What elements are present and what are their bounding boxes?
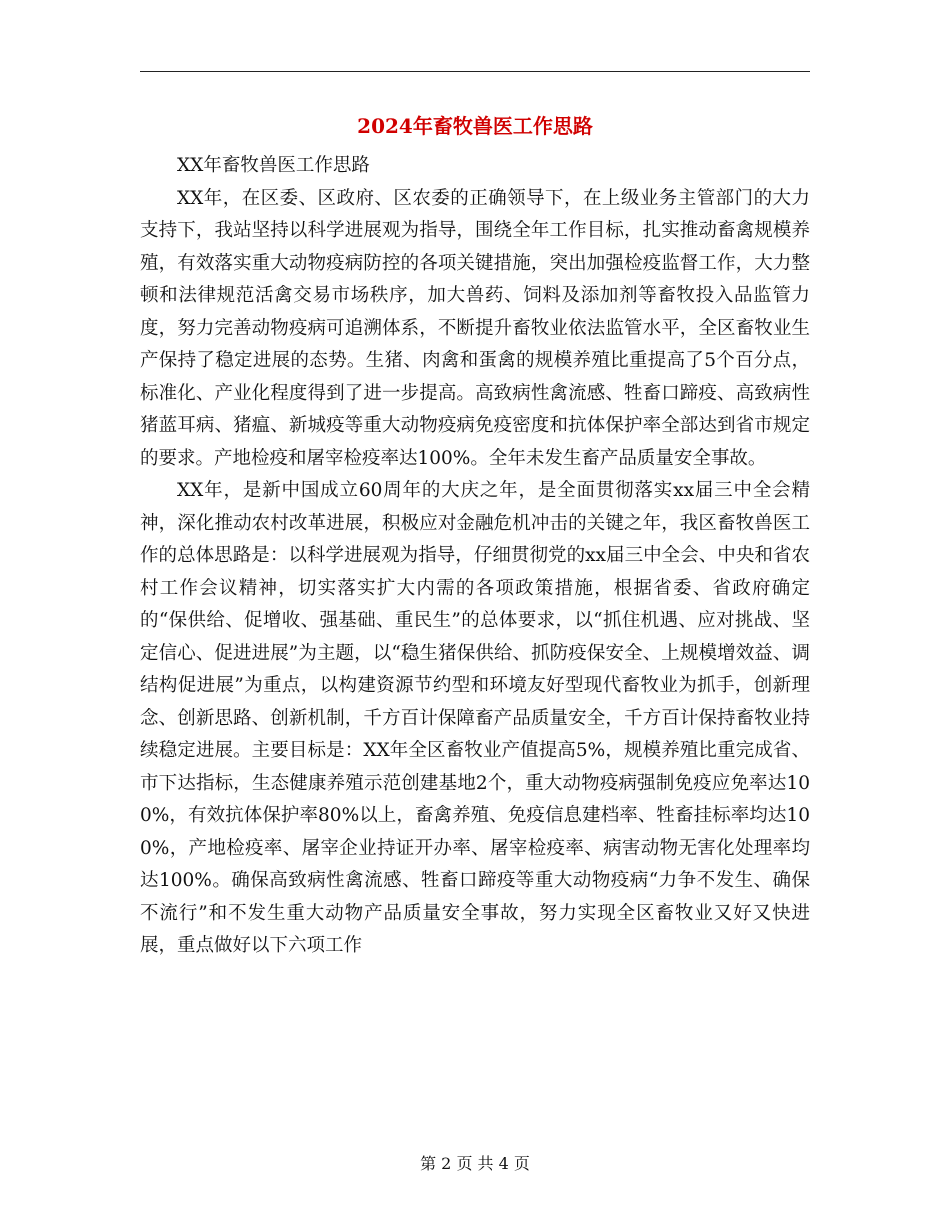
subtitle-paragraph: XX年畜牧兽医工作思路 bbox=[177, 155, 370, 176]
body-paragraph-plan: XX年，是新中国成立60周年的大庆之年，是全面贯彻落实xx届三中全会精神，深化推动农村改革进展，积极应对金融危机冲击的关键之年，我区畜牧兽医工作的总体思路是：以科学进展观为指导，仔细贯彻党的xx届三中全会、中央和省农村工作会议精神，切实落实扩大内需的各项政策措施，根据省委、省政府确定的“保供给、促增收、强基础、重民生”的总体要求，以“抓住机遇、应对挑战、坚定信心、促进进展”为主题，以“稳生猪保供给、抓防疫保安全、上规模增效益、调结构促进展”为重点，以构建资源节约型和环境友好型现代畜牧业为抓手，创新理念、创新思路、创新机制，千方百计保障畜产品质量安全，千方百计保持畜牧业持续稳定进展。主要目标是：XX年全区畜牧业产值提高5%，规模养殖比重完成省、市下达指标，生态健康养殖示范创建基地2个，重大动物疫病强制免疫应免率达100%，有效抗体保护率80%以上，畜禽养殖、免疫信息建档率、牲畜挂标率均达100%，产地检疫率、屠宰企业持证开办率、屠宰检疫率、病害动物无害化处理率均达100%。确保高致病性禽流感、牲畜口蹄疫等重大动物疫病“力争不发生、确保不流行”和不发生重大动物产品质量安全事故，努力实现全区畜牧业又好又快进展，重点做好以下六项工作 bbox=[140, 480, 810, 956]
document-title: 2024年畜牧兽医工作思路 bbox=[357, 114, 593, 138]
body-paragraph-summary: XX年，在区委、区政府、区农委的正确领导下，在上级业务主管部门的大力支持下，我站坚持以科学进展观为指导，围绕全年工作目标，扎实推动畜禽规模养殖，有效落实重大动物疫病防控的各项关键措施，突出加强检疫监督工作，大力整顿和法律规范活禽交易市场秩序，加大兽药、饲料及添加剂等畜牧投入品监管力度，努力完善动物疫病可追溯体系，不断提升畜牧业依法监管水平，全区畜牧业生产保持了稳定进展的态势。生猪、肉禽和蛋禽的规模养殖比重提高了5个百分点，标准化、产业化程度得到了进一步提高。高致病性禽流感、牲畜口蹄疫、高致病性猪蓝耳病、猪瘟、新城疫等重大动物疫病免疫密度和抗体保护率全部达到省市规定的要求。产地检疫和屠宰检疫率达100%。全年未发生畜产品质量安全事故。 bbox=[140, 187, 810, 469]
header-rule bbox=[140, 71, 810, 72]
page-number: 第 2 页 共 4 页 bbox=[420, 1154, 530, 1173]
document-body bbox=[140, 150, 810, 963]
